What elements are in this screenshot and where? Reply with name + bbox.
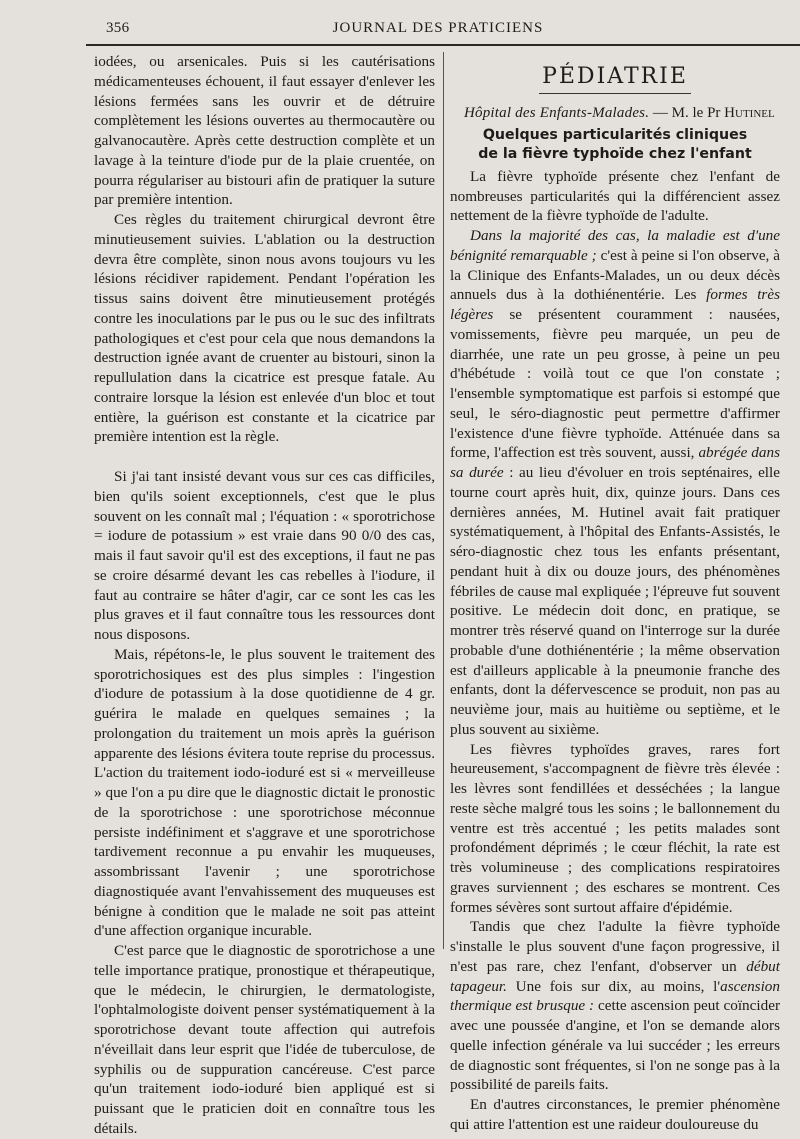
- left-paragraph-4: Mais, répétons-le, le plus souvent le traitement des sporotrichosiques est des plus simples : l'ingestion d'iodure de potassium à la dose quotidienne de 4 gr. guérira le malade en quelques semaines ; la prolongation du traitement un mois après la guérison apparente des lésions évitera toute reprise du processus. L'action du traitement iodo-ioduré est si « merveilleuse » que l'on a pu dire que le diagnostic dictait le pronostic de la sporotrichose : une sporotrichose méconnue persiste indéfiniment et s'aggrave et une sporotrichose tardivement reconnue a pu envahir les muqueuses, assombrissant l'avenir ; une sporotrichose diagnostiquée avant l'envahissement des muqueuses est bénigne à condition que le malade ne soit pas atteint d'une affection organique incurable.: [94, 645, 435, 940]
- left-paragraph-2: Ces règles du traitement chirurgical devront être minutieusement suivies. L'ablation ou la destruction devra être complète, sinon nous avons toujours vu les lésions récidiver rapidement. Pendant l'opération les tissus sains doivent être minutieusement protégés contre les inoculations par le pus ou le suc des infiltrats pathologiques et c'est pour cela que nous demandons la destruction ignée avant de cruenter au bistouri, sinon la repullulation dans la cicatrice est presque fatale. Au contraire lorsque la lésion est enlevée d'un bloc et tout entière, la guérison est constante et la cicatrice par première intention est la règle.: [94, 211, 435, 446]
- right-paragraph-5: En d'autres circonstances, le premier phénomène qui attire l'attention est une raideur douloureuse du: [450, 1096, 780, 1133]
- article-title-line-2: de la fièvre typhoïde chez l'enfant: [478, 145, 752, 162]
- right-column: [450, 52, 780, 1135]
- journal-title: JOURNAL DES PRATICIENS: [332, 20, 544, 36]
- header-rule: [86, 44, 800, 46]
- article-title-line-1: Quelques particularités cliniques: [482, 126, 748, 143]
- section-title-rule: [539, 93, 691, 94]
- right-paragraph-4: [450, 917, 780, 1095]
- italic-phrase: formes très légères: [450, 286, 780, 323]
- left-paragraph-5: C'est parce que le diagnostic de sporotrichose a une telle importance pratique, pronostique et thérapeutique, que le médecin, le chirurgien, le dermatologiste, l'ophtalmologiste doivent penser systématiquement à la sporotrichose devant toute affection qui autrefois n'éveillait dans leur esprit que l'idée de tuberculose, de syphilis ou de suppuration cancéreuse. C'est parce qu'un traitement iodo-ioduré bien appliqué est si puissant que le praticien doit en connaître tous les détails.: [94, 942, 435, 1137]
- author-name: Hutinel: [724, 105, 775, 121]
- article-byline: [450, 104, 780, 124]
- paragraph-text: : au lieu d'évoluer en trois septénaires, elle tourne court après huit, dix, quinze jours. Dans ces dernières années, M. Hutinel avait fait pratiquer systématiquement, à l'hôpital des Enfants-Assistés, le séro-diagnostic chez tous les enfants présentant, pendant huit à dix ou douze jours, des phénomènes fébriles de cause mal expliquée ; l'épreuve fut souvent positive. Le médecin doit donc, en pratique, se montrer très réservé quand on l'interroge sur la durée probable d'une dothiénentérie ; la même observation est d'ailleurs applicable à la pneumonie franche des enfants, dont la défervescence se produit, non pas au neuvième jour, mais au huitième ou septième, et le plus souvent au sixième.: [450, 464, 780, 738]
- paragraph-gap: [94, 447, 435, 467]
- paragraph-text: cette ascension peut coïncider avec une poussée d'angine, et l'on se demande alors quelle infection générale va lui succéder ; les erreurs de diagnostic sont fréquentes, si l'on ne songe pas à la possibilité de pareils faits.: [450, 997, 781, 1094]
- italic-phrase: ascension thermique est brusque :: [450, 977, 780, 1015]
- italic-phrase: Dans la majorité des cas, la maladie est d'une bénignité remarquable ;: [450, 227, 780, 264]
- left-paragraph-3: Si j'ai tant insisté devant vous sur ces cas difficiles, bien qu'ils soient exceptionnels, c'est que le plus souvent on les connaît mal ; l'équation : « sporotrichose = iodure de potassium » est vraie dans 90 0/0 des cas, mais il faut savoir qu'il est des exceptions, il faut ne pas se croire désarmé devant les cas rebelles à l'iodure, il faut au contraire se hâter d'agir, car ce sont les cas les plus graves et il faut connaître tous les ressources dont nous disposons.: [94, 468, 435, 643]
- italic-phrase: abrégée dans sa durée: [450, 444, 780, 481]
- section-title: PÉDIATRIE: [542, 64, 688, 89]
- paragraph-text: Tandis que chez l'adulte la fièvre typhoïde s'installe le plus souvent d'une façon progressive, il n'est pas rare, chez l'enfant, d'observer un: [450, 918, 780, 975]
- left-column: [94, 52, 435, 1139]
- italic-phrase: début tapageur.: [450, 957, 780, 995]
- hospital-name: Hôpital des Enfants-Malades.: [464, 105, 650, 121]
- paragraph-text: c'est à peine si l'on observe, à la Clinique des Enfants-Malades, un ou deux décès annuels dus à la dothiénentérie. Les: [450, 246, 780, 304]
- column-divider: [443, 52, 444, 949]
- running-head: [106, 20, 770, 42]
- right-paragraph-1: La fièvre typhoïde présente chez l'enfant de nombreuses particularités qui la différencient assez nettement de la fièvre typhoïde de l'adulte.: [450, 167, 780, 225]
- author-prefix: — M. le Pr: [652, 105, 721, 121]
- page-number: 356: [106, 20, 130, 36]
- paragraph-text: Une fois sur dix, au moins, l': [506, 977, 721, 995]
- paragraph-text: se présentent couramment : nausées, vomissements, fièvre peu marquée, un peu de diarrhée, une rate un peu grosse, à peine un peu d'hébétude : voilà tout ce que l'on constate ; l'ensemble symptomatique est parfois si estompé que seul, le séro-diagnostic peut permettre d'affirmer l'existence d'une fièvre typhoïde. Atténuée dans sa forme, l'affection est très souvent, aussi,: [450, 306, 780, 462]
- article-title: [450, 126, 780, 164]
- right-paragraph-2: [450, 226, 780, 740]
- left-paragraph-1: iodées, ou arsenicales. Puis si les cautérisations médicamenteuses échouent, il faut essayer d'enlever les lésions fermées sans les ouvrir et de détruire complètement les lésions ouvertes au thermocautère ou galvanocautère. Après cette destruction complète et un lavage à la teinture d'iode pur de la plaie cruentée, on pourra régulariser au bistouri afin de pratiquer la suture par première intention.: [94, 53, 435, 209]
- right-paragraph-3: Les fièvres typhoïdes graves, rares fort heureusement, s'accompagnent de fièvre très élevée : les lèvres sont fendillées et desséchées ; la langue reste sèche malgré tous les soins ; le ballonnement du ventre est très accentué ; les petits malades sont profondément déprimés ; le cœur fléchit, la rate est très volumineuse ; des complications respiratoires graves surviennent ; des eschares se montrent. Ces formes sévères sont surtout affaire d'épidémie.: [450, 740, 780, 916]
